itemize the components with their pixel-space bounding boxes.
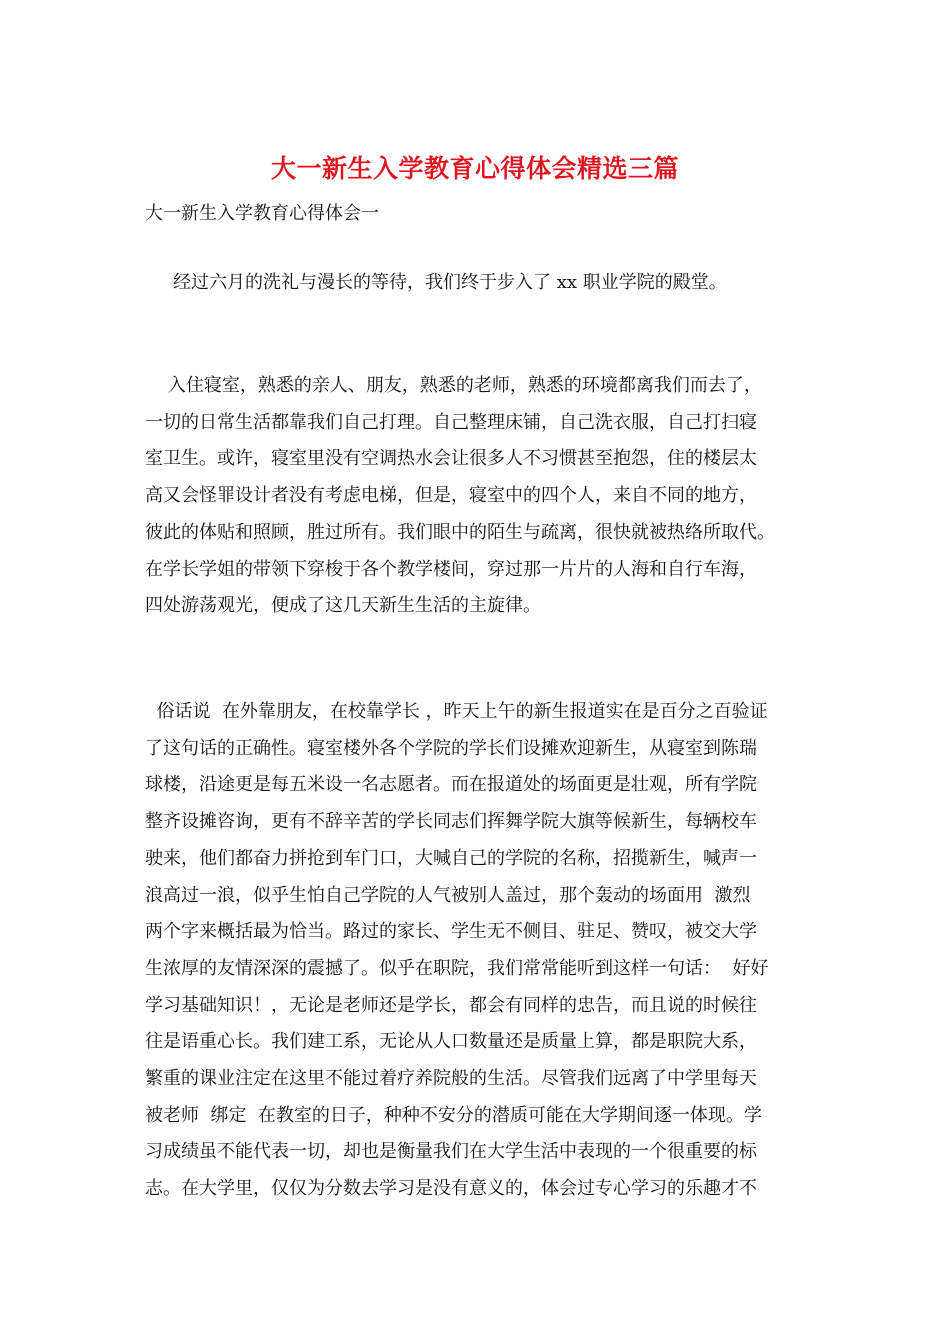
text-line: 整齐设摊咨询，更有不辞辛苦的学长同志们挥舞学院大旗等候新生，每辆校车: [145, 811, 757, 833]
text-line: 往是语重心长。我们建工系，无论从人口数量还是质量上算，都是职院大系，: [145, 1031, 757, 1053]
text-line: 习成绩虽不能代表一切，却也是衡量我们在大学生活中表现的一个很重要的标: [145, 1141, 757, 1163]
text-line: 被老师 绑定 在教室的日子，种种不安分的潜质可能在大学期间逐一体现。学: [145, 1104, 762, 1126]
text-line: 驶来，他们都奋力拼抢到车门口，大喊自己的学院的名称，招揽新生，喊声一: [145, 847, 757, 869]
text-line: 志。在大学里，仅仅为分数去学习是没有意义的，体会过专心学习的乐趣才不: [145, 1178, 757, 1200]
text-line: 室卫生。或许，寝室里没有空调热水会让很多人不习惯甚至抱怨，住的楼层太: [145, 448, 757, 470]
text-line: 入住寝室，熟悉的亲人、朋友，熟悉的老师，熟悉的环境都离我们而去了，: [145, 375, 762, 396]
text-line: 球楼，沿途更是每五米设一名志愿者。而在报道处的场面更是壮观，所有学院: [145, 774, 757, 796]
text-line: 一切的日常生活都靠我们自己打理。自己整理床铺，自己洗衣服，自己打扫寝: [145, 411, 757, 433]
text-line: 两个字来概括最为恰当。路过的家长、学生无不侧目、驻足、赞叹，被交大学: [145, 921, 757, 943]
section-heading: 大一新生入学教育心得体会一: [145, 203, 379, 224]
document-title: 大一新生入学教育心得体会精选三篇: [270, 154, 679, 183]
text-line: 生浓厚的友情深深的震撼了。似乎在职院，我们常常能听到这样一句话： 好好: [145, 957, 769, 979]
text-line: 高又会怪罪设计者没有考虑电梯，但是，寝室中的四个人，来自不同的地方，: [145, 485, 757, 507]
paragraph-dormitory: [145, 368, 810, 625]
text-line: 在学长学姐的带领下穿梭于各个教学楼间，穿过那一片片的人海和自行车海，: [145, 558, 757, 580]
text-line: 经过六月的洗礼与漫长的等待，我们终于步入了 xx 职业学院的殿堂。: [173, 272, 727, 293]
text-line: 四处游荡观光，便成了这几天新生生活的主旋律。: [145, 595, 541, 617]
text-line: 俗话说 在外靠朋友，在校靠学长 ，昨天上午的新生报道实在是百分之百验证: [145, 701, 768, 722]
paragraph-intro: [145, 265, 810, 302]
text-line: 了这句话的正确性。寝室楼外各个学院的学长们设摊欢迎新生，从寝室到陈瑞: [145, 737, 757, 759]
text-line: 繁重的课业注定在这里不能过着疗养院般的生活。尽管我们远离了中学里每天: [145, 1068, 757, 1090]
text-line: 学习基础知识！，无论是老师还是学长，都会有同样的忠告，而且说的时候往: [145, 994, 757, 1016]
text-line: 彼此的体贴和照顾，胜过所有。我们眼中的陌生与疏离，很快就被热络所取代。: [145, 521, 775, 543]
text-line: 浪高过一浪，似乎生怕自己学院的人气被别人盖过，那个轰动的场面用 激烈: [145, 884, 751, 906]
paragraph-seniors: [145, 694, 810, 1208]
